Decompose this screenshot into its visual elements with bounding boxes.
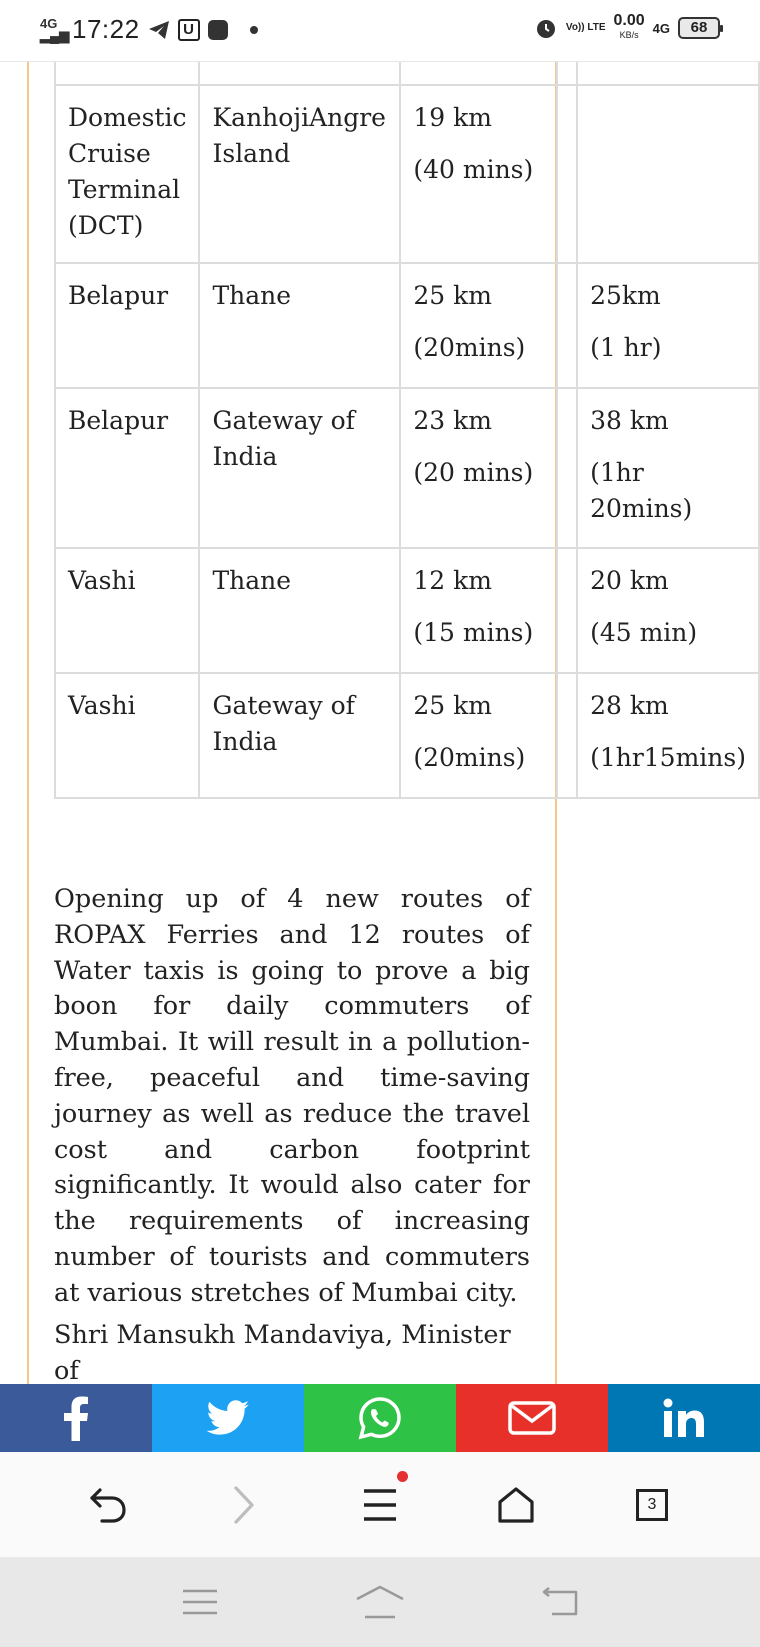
undo-back-icon: [88, 1486, 128, 1524]
status-bar: [0, 0, 760, 62]
share-facebook-button[interactable]: [0, 1384, 152, 1452]
to-cell: Thane: [199, 548, 400, 673]
water-taxi-time: (20 mins): [413, 458, 534, 487]
system-home-icon: [355, 1585, 405, 1619]
status-left: [40, 14, 258, 45]
forward-button[interactable]: [214, 1475, 274, 1535]
road-distance: 25km: [590, 281, 661, 310]
back-button[interactable]: [78, 1475, 138, 1535]
to-cell: Gateway of India: [199, 673, 400, 798]
water-taxi-time: (40 mins): [413, 155, 534, 184]
water-taxi-distance: 12 km: [413, 566, 492, 595]
water-taxi-cell: [400, 388, 556, 548]
from-cell: Domestic Cruise Terminal (DCT): [55, 85, 199, 263]
road-time: (1hr15mins): [590, 743, 746, 772]
share-email-button[interactable]: [456, 1384, 608, 1452]
linkedin-icon: [662, 1398, 706, 1438]
clock: 17:22: [72, 14, 140, 44]
from-cell: Vashi: [55, 548, 199, 673]
table-row: [55, 263, 759, 388]
share-whatsapp-button[interactable]: [304, 1384, 456, 1452]
app-notification-icon: [208, 20, 228, 40]
share-twitter-button[interactable]: [152, 1384, 304, 1452]
data-speed: [614, 14, 645, 42]
road-time: (1 hr): [590, 333, 662, 362]
from-cell: Belapur: [55, 388, 199, 548]
menu-icon: [362, 1488, 398, 1522]
road-cell: [577, 85, 759, 263]
share-linkedin-button[interactable]: [608, 1384, 760, 1452]
article-content[interactable]: [0, 62, 760, 1384]
from-cell: Vashi: [55, 673, 199, 798]
table-row: [55, 62, 759, 85]
water-taxi-time: (20mins): [413, 333, 526, 362]
volte-indicator: Vo)) LTE: [565, 22, 606, 33]
facebook-icon: [62, 1395, 90, 1441]
table-row: [55, 388, 759, 548]
status-right: [534, 14, 720, 42]
telegram-icon: [148, 20, 170, 40]
road-distance: 38 km: [590, 406, 669, 435]
water-taxi-distance: 25 km: [413, 281, 492, 310]
road-time: (45 min): [590, 618, 698, 647]
road-cell: [577, 263, 759, 388]
tabs-button[interactable]: [622, 1475, 682, 1535]
signal-icon: 4G ▂▄▆: [40, 15, 70, 43]
routes-table: [54, 62, 760, 799]
road-time: (1hr 20mins): [590, 458, 693, 523]
system-back-icon: [540, 1586, 580, 1618]
system-navigation-bar: [0, 1557, 760, 1647]
article-paragraph: Opening up of 4 new routes of ROPAX Ferries and 12 routes of Water taxis is going to prove a big boon for daily commuters of Mumbai. It will result in a pollution-free, peaceful and time-saving journey as well as reduce the travel cost and carbon footprint significantly. It would also cater for the requirements of increasing number of tourists and commuters at various stretches of Mumbai city.: [54, 884, 530, 1308]
home-icon: [496, 1486, 536, 1524]
system-recents-button[interactable]: [170, 1572, 230, 1632]
network-type: 4G: [40, 15, 58, 31]
chevron-right-icon: [232, 1485, 256, 1525]
data-speed-unit: KB/s: [619, 30, 639, 40]
network-type-2: 4G: [652, 20, 670, 36]
table-row: [55, 673, 759, 798]
road-cell: [577, 388, 759, 548]
to-cell: Thane: [199, 263, 400, 388]
to-cell: KanhojiAngre Island: [199, 85, 400, 263]
table-row: [55, 85, 759, 263]
water-taxi-cell: [400, 673, 556, 798]
data-speed-value: 0.00: [613, 12, 645, 29]
road-distance: 20 km: [590, 566, 669, 595]
system-home-button[interactable]: [350, 1572, 410, 1632]
water-taxi-cell: [400, 85, 556, 263]
twitter-icon: [206, 1400, 250, 1436]
water-taxi-cell: [400, 263, 556, 388]
whatsapp-icon: [358, 1396, 402, 1440]
home-button[interactable]: [486, 1475, 546, 1535]
u-app-icon: U: [178, 19, 200, 41]
water-taxi-time: (15 mins): [413, 618, 534, 647]
tab-count: 3: [636, 1489, 668, 1521]
water-taxi-distance: 23 km: [413, 406, 492, 435]
menu-button[interactable]: [350, 1475, 410, 1535]
table-row: [55, 548, 759, 673]
water-taxi-distance: 19 km: [413, 103, 492, 132]
recents-menu-icon: [182, 1589, 218, 1615]
more-notifications-icon: [250, 26, 258, 34]
battery-icon: 68: [678, 17, 720, 39]
email-icon: [508, 1401, 556, 1435]
road-distance: 28 km: [590, 691, 669, 720]
browser-toolbar: [0, 1452, 760, 1557]
to-cell: Gateway of India: [199, 388, 400, 548]
notification-dot: [397, 1471, 408, 1482]
road-cell: [577, 548, 759, 673]
system-back-button[interactable]: [530, 1572, 590, 1632]
water-taxi-cell: [400, 548, 556, 673]
road-cell: [577, 673, 759, 798]
water-taxi-time: (20mins): [413, 743, 526, 772]
article-paragraph: Shri Mansukh Mandaviya, Minister of: [54, 1320, 511, 1384]
share-bar: [0, 1384, 760, 1452]
from-cell: Belapur: [55, 263, 199, 388]
water-taxi-distance: 25 km: [413, 691, 492, 720]
page-border-left: [27, 62, 29, 1384]
alarm-icon: [534, 16, 558, 40]
